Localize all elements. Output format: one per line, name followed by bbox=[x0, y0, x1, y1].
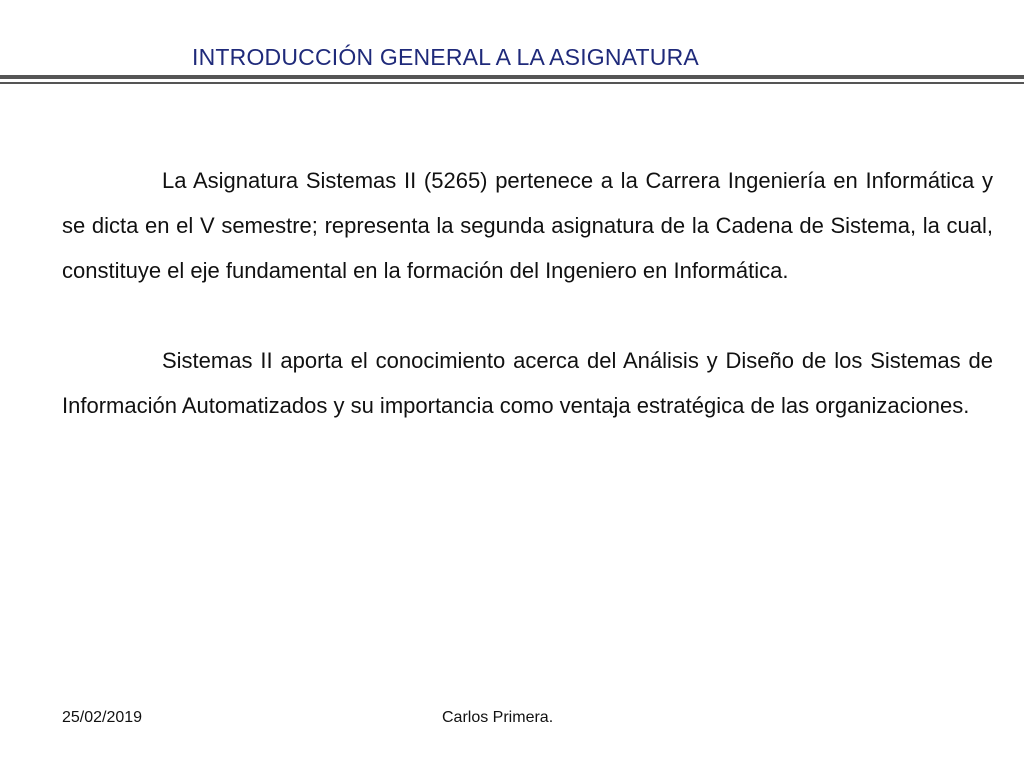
footer-date: 25/02/2019 bbox=[62, 709, 143, 726]
footer-author: Carlos Primera. bbox=[442, 709, 554, 726]
slide-body bbox=[62, 158, 993, 428]
paragraph-1: La Asignatura Sistemas II (5265) pertenece a la Carrera Ingeniería en Informática y se dicta en el V semestre; representa la segunda asignatura de la Cadena de Sistema, la cual, constituye el eje fundamental en la formación del Ingeniero en Informática. bbox=[62, 168, 993, 283]
title-divider-thin bbox=[0, 82, 1024, 84]
paragraph-2: Sistemas II aporta el conocimiento acerca del Análisis y Diseño de los Sistemas de Información Automatizados y su importancia como ventaja estratégica de las organizaciones. bbox=[62, 348, 993, 418]
slide-title: INTRODUCCIÓN GENERAL A LA ASIGNATURA bbox=[192, 44, 699, 70]
title-divider bbox=[0, 75, 1024, 85]
title-divider-thick bbox=[0, 75, 1024, 79]
